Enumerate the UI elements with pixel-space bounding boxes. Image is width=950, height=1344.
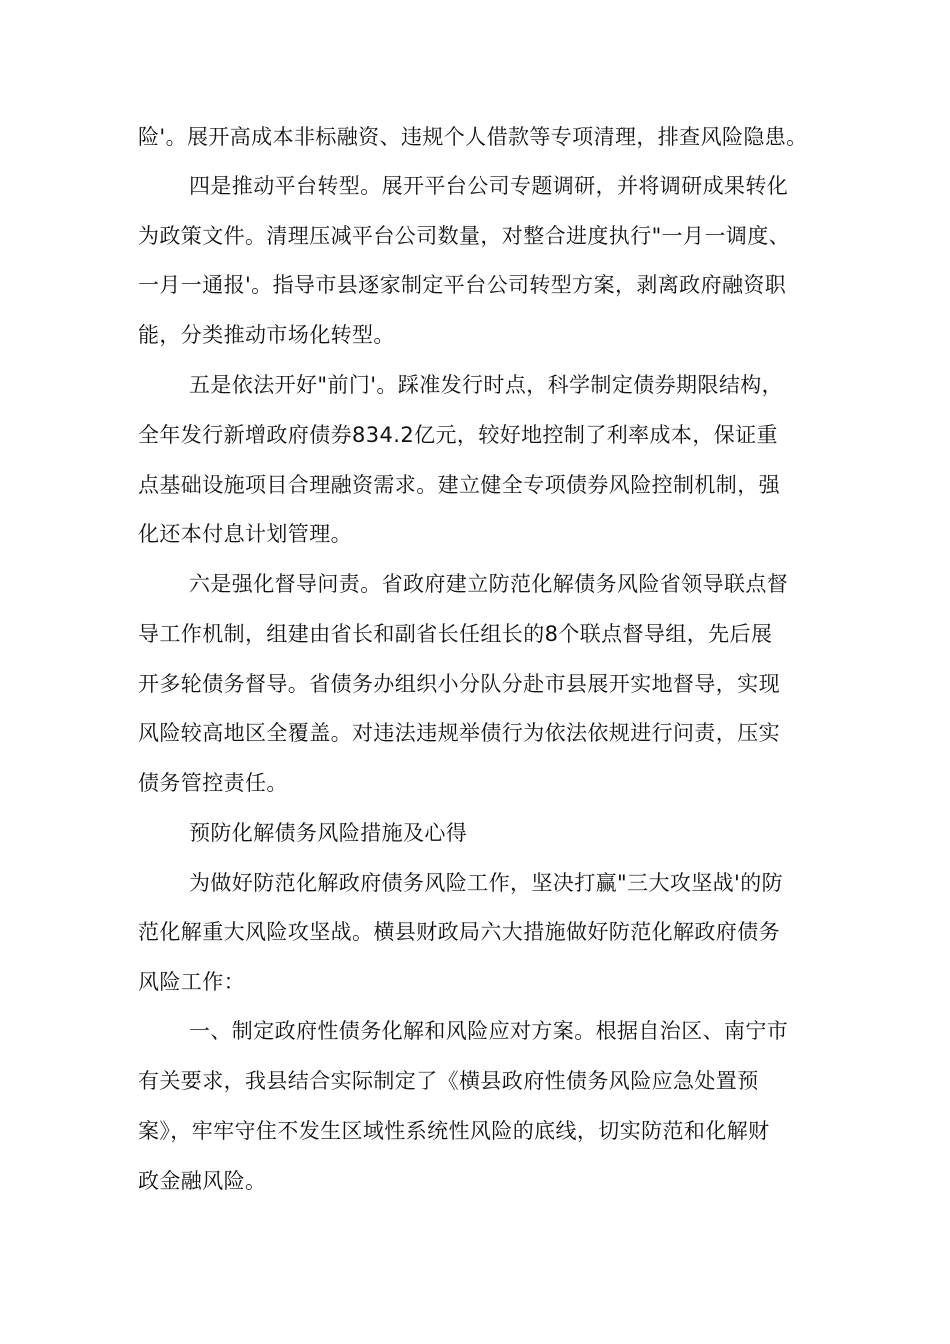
text-line: 案》，牢牢守住不发生区域性系统性风险的底线，切实防范和化解财 xyxy=(138,1119,770,1143)
text-line: 四是推动平台转型。展开平台公司专题调研，并将调研成果转化 xyxy=(189,174,789,198)
text-line: 为政策文件。清理压减平台公司数量，对整合进度执行"一月一调度、 xyxy=(138,224,791,248)
text-line: 政金融风险。 xyxy=(138,1169,267,1193)
text-line: 六是强化督导问责。省政府建立防范化解债务风险省领导联点督 xyxy=(189,572,789,596)
text-line: 有关要求，我县结合实际制定了《横县政府性债务风险应急处置预 xyxy=(138,1069,759,1093)
text-line: 全年发行新增政府债券834.2亿元，较好地控制了利率成本，保证重 xyxy=(138,423,778,447)
text-line: 一月一通报'。指导市县逐家制定平台公司转型方案，剥离政府融资职 xyxy=(138,273,787,297)
text-line: 五是依法开好"前门'。踩准发行时点，科学制定债券期限结构， xyxy=(189,373,784,397)
text-line: 范化解重大风险攻坚战。横县财政局六大措施做好防范化解政府债务 xyxy=(138,920,780,944)
text-line: 一、制定政府性债务化解和风险应对方案。根据自治区、南宁市 xyxy=(189,1019,789,1043)
text-line: 险'。展开高成本非标融资、违规个人借款等专项清理，排查风险隐患。 xyxy=(138,125,808,149)
text-line: 化还本付息计划管理。 xyxy=(138,522,352,546)
text-line: 风险工作： xyxy=(138,970,245,994)
section-heading: 预防化解债务风险措施及心得 xyxy=(189,821,468,845)
text-line: 点基础设施项目合理融资需求。建立健全专项债券风险控制机制，强 xyxy=(138,473,780,497)
text-line: 债务管控责任。 xyxy=(138,771,288,795)
text-line: 导工作机制，组建由省长和副省长任组长的8个联点督导组，先后展 xyxy=(138,622,773,646)
text-line: 能，分类推动市场化转型。 xyxy=(138,323,395,347)
text-line: 开多轮债务督导。省债务办组织小分队分赴市县展开实地督导，实现 xyxy=(138,672,780,696)
text-line: 风险较高地区全覆盖。对违法违规举债行为依法依规进行问责，压实 xyxy=(138,721,780,745)
text-line: 为做好防范化解政府债务风险工作，坚决打赢"三大攻坚战'的防 xyxy=(189,871,784,895)
